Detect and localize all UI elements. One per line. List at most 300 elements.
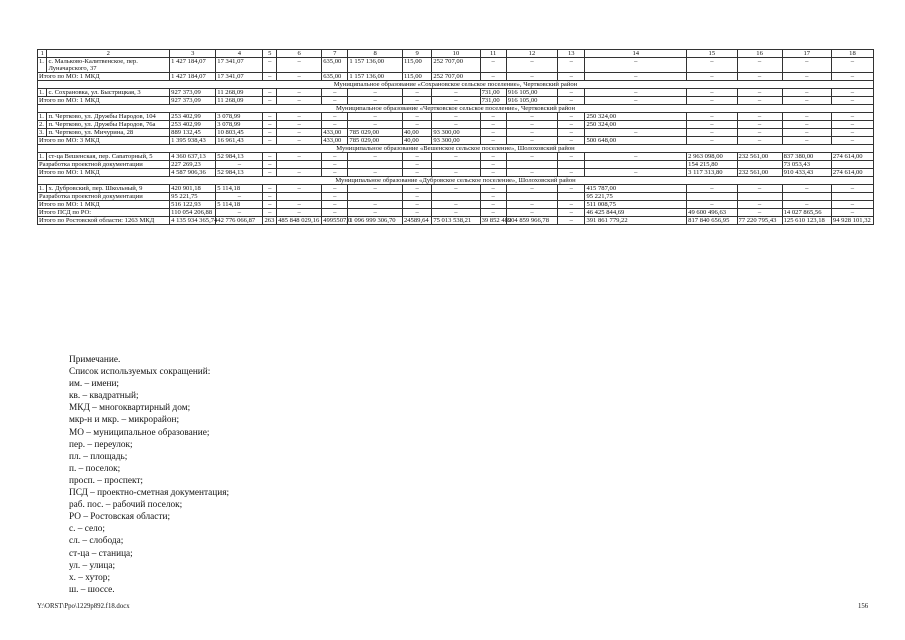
- column-number: 9: [402, 50, 431, 58]
- table-cell: –: [402, 89, 431, 97]
- table-cell: –: [558, 97, 585, 105]
- table-cell: –: [322, 169, 348, 177]
- table-cell: –: [480, 137, 506, 145]
- abbreviation-item: ш. – шоссе.: [69, 584, 115, 595]
- table-cell: –: [277, 73, 322, 81]
- table-cell: 916 105,00: [506, 89, 557, 97]
- table-cell: –: [263, 97, 277, 105]
- table-cell: –: [687, 185, 737, 193]
- table-row: [38, 185, 874, 193]
- table-row: [38, 121, 874, 129]
- column-number: 7: [322, 50, 348, 58]
- table-cell: –: [432, 185, 480, 193]
- table-cell: [432, 193, 480, 201]
- table-cell: 227 269,23: [170, 161, 216, 169]
- table-cell: 11 268,09: [216, 97, 263, 105]
- table-cell: –: [737, 121, 782, 129]
- table-cell: –: [432, 97, 480, 105]
- table-cell: 154 215,80: [687, 161, 737, 169]
- table-cell: –: [322, 97, 348, 105]
- table-cell: 17 341,07: [216, 58, 263, 73]
- table-cell: –: [480, 121, 506, 129]
- table-cell: –: [432, 89, 480, 97]
- table-cell: –: [506, 58, 557, 73]
- table-cell: 635,00: [322, 73, 348, 81]
- table-cell: 115,00: [402, 73, 431, 81]
- table-cell: –: [348, 113, 403, 121]
- column-number: 8: [348, 50, 403, 58]
- table-cell: [277, 193, 322, 201]
- table-cell: –: [216, 209, 263, 217]
- table-cell: –: [277, 58, 322, 73]
- abbreviation-item: пл. – площадь;: [69, 451, 128, 462]
- table-cell: –: [348, 153, 403, 161]
- table-cell: 73 053,43: [782, 161, 831, 169]
- table-cell: –: [263, 201, 277, 209]
- table-cell: –: [402, 169, 431, 177]
- table-cell: –: [277, 185, 322, 193]
- table-cell: 274 614,00: [831, 169, 873, 177]
- abbreviation-item: ул. – улица;: [69, 560, 116, 571]
- table-cell: 4995507,0: [323, 217, 352, 224]
- table-cell: [348, 161, 403, 169]
- table-cell: [277, 161, 322, 169]
- table-cell: –: [585, 169, 687, 177]
- table-cell: –: [558, 73, 585, 81]
- table-cell: 4 135 934 365,74: [171, 217, 218, 224]
- table-cell: –: [277, 129, 322, 137]
- table-cell: –: [432, 121, 480, 129]
- abbreviations-note: [69, 354, 229, 596]
- total-row: [38, 169, 874, 177]
- total-label: Итого по МО: 3 МКД: [38, 137, 170, 145]
- table-cell: –: [506, 129, 557, 137]
- table-cell: 785 029,00: [348, 129, 403, 137]
- table-cell: –: [402, 201, 431, 209]
- total-label: Итого по МО: 1 МКД: [38, 97, 170, 105]
- table-cell: –: [480, 58, 506, 73]
- total-row: [38, 97, 874, 105]
- table-cell: –: [480, 193, 506, 201]
- column-number: 17: [782, 50, 831, 58]
- table-cell: [506, 161, 557, 169]
- table-cell: –: [782, 73, 831, 81]
- table-cell: –: [558, 169, 585, 177]
- abbreviation-item: ПСД – проектно-сметная документация;: [69, 488, 230, 499]
- table-cell: –: [322, 185, 348, 193]
- table-row: [38, 129, 874, 137]
- table-cell: 731,00: [480, 89, 506, 97]
- table-cell: –: [737, 209, 782, 217]
- table-cell: 52 984,13: [216, 169, 263, 177]
- table-cell: –: [480, 169, 506, 177]
- table-cell: 2 963 098,00: [687, 153, 737, 161]
- table-cell: –: [506, 137, 557, 145]
- total-row: [38, 201, 874, 209]
- row-index: 1.: [38, 185, 47, 193]
- table-cell: 40,00: [402, 137, 431, 145]
- table-cell: –: [277, 97, 322, 105]
- table-cell: –: [687, 89, 737, 97]
- row-index: 3.: [38, 129, 47, 137]
- table-cell: –: [480, 113, 506, 121]
- abbreviations-list: [69, 378, 229, 596]
- table-cell: 485 848 029,16: [277, 217, 322, 225]
- address-cell: х. Дубровский, пер. Школьный, 9: [47, 185, 170, 193]
- table-cell: –: [402, 185, 431, 193]
- table-row: [38, 113, 874, 121]
- municipality-name: Муниципальное образование «Дубровское сельское поселение», Шолоховский район: [38, 177, 874, 185]
- table-row: [38, 89, 874, 97]
- table-cell: –: [480, 209, 506, 217]
- table-cell: –: [687, 113, 737, 121]
- table-cell: –: [737, 185, 782, 193]
- table-cell: 785 029,00: [348, 137, 403, 145]
- total-label: Разработка проектной документации: [38, 193, 170, 201]
- table-cell: –: [831, 129, 873, 137]
- table-cell: [558, 193, 585, 201]
- table-cell: –: [263, 73, 277, 81]
- table-cell: 731,00: [480, 97, 506, 105]
- table-cell: –: [480, 153, 506, 161]
- table-cell: 274 614,00: [831, 153, 873, 161]
- column-number: 2: [47, 50, 170, 58]
- address-cell: с. Мальково-Калитвенское, пер. Луначарского, 37: [47, 58, 170, 73]
- table-cell: 5 114,18: [216, 185, 263, 193]
- column-number: 18: [831, 50, 873, 58]
- table-cell: –: [687, 137, 737, 145]
- table-cell: –: [348, 89, 403, 97]
- table-cell: –: [737, 201, 782, 209]
- column-number: 1: [38, 50, 47, 58]
- municipality-header-row: [38, 177, 874, 185]
- table-cell: –: [687, 201, 737, 209]
- table-cell: –: [585, 153, 687, 161]
- table-cell: –: [322, 161, 348, 169]
- table-cell: –: [782, 201, 831, 209]
- table-cell: –: [432, 201, 480, 209]
- table-cell: –: [322, 89, 348, 97]
- column-number: 3: [170, 50, 216, 58]
- table-cell: 49 600 496,63: [687, 209, 737, 217]
- abbreviation-item: МКД – многоквартирный дом;: [69, 403, 191, 414]
- table-cell: –: [348, 185, 403, 193]
- column-number: 10: [432, 50, 480, 58]
- table-cell: –: [216, 193, 263, 201]
- table-cell: 516 122,93: [170, 201, 216, 209]
- table-cell: –: [831, 185, 873, 193]
- table-cell: –: [348, 169, 403, 177]
- table-cell: 5 114,18: [216, 201, 263, 209]
- table-cell: 40,00: [402, 129, 431, 137]
- municipality-header-row: [38, 105, 874, 113]
- table-cell: 927 373,09: [170, 89, 216, 97]
- table-cell: 391 861 779,22: [585, 217, 687, 225]
- municipality-name: Муниципальное образование «Сохрановское сельское поселение», Чертковский район: [38, 81, 874, 89]
- table-cell: 253 402,99: [170, 121, 216, 129]
- column-number: 14: [585, 50, 687, 58]
- table-cell: –: [687, 121, 737, 129]
- table-cell: 263: [263, 217, 277, 225]
- table-cell: –: [506, 153, 557, 161]
- table-cell: –: [831, 113, 873, 121]
- table-cell: –: [480, 73, 506, 81]
- note-title: Примечание.: [69, 355, 121, 365]
- table-cell: –: [432, 153, 480, 161]
- table-cell: –: [277, 201, 322, 209]
- table-cell: –: [585, 58, 687, 73]
- table-cell: 46 425 844,69: [585, 209, 687, 217]
- page-number: 156: [858, 603, 869, 610]
- table-cell: –: [831, 137, 873, 145]
- table-cell: 17 341,07: [216, 73, 263, 81]
- table-cell: 420 901,18: [170, 185, 216, 193]
- table-cell: –: [558, 201, 585, 209]
- abbreviation-item: МО – муниципальное образование;: [69, 427, 210, 438]
- table-cell: –: [585, 97, 687, 105]
- address-cell: ст-ца Вешенская, пер. Сanаторный, 5: [47, 153, 170, 161]
- table-cell: –: [402, 113, 431, 121]
- row-index: 2.: [38, 121, 47, 129]
- table-cell: –: [558, 137, 585, 145]
- address-cell: п. Чертково, ул. Дружбы Народов, 104: [47, 113, 170, 121]
- table-cell: 1 157 136,00: [348, 58, 403, 73]
- table-cell: –: [782, 113, 831, 121]
- column-number: 11: [480, 50, 506, 58]
- row-index: 1.: [38, 153, 47, 161]
- table-cell: –: [348, 121, 403, 129]
- table-cell: –: [831, 121, 873, 129]
- table-cell: –: [782, 121, 831, 129]
- table-cell: 95 221,75: [170, 193, 216, 201]
- table-cell: 252 707,00: [432, 73, 480, 81]
- table-cell: –: [506, 185, 557, 193]
- table-cell: –: [558, 89, 585, 97]
- table-cell: –: [432, 209, 480, 217]
- table-cell: –: [402, 193, 431, 201]
- abbreviations-list-title: Список используемых сокращений:: [69, 367, 211, 378]
- abbreviation-item: пер. – переулок;: [69, 439, 133, 450]
- column-number: 13: [558, 50, 585, 58]
- column-number: 6: [277, 50, 322, 58]
- table-cell: –: [263, 129, 277, 137]
- address-cell: с. Сохрановка, ул. Быстрицкая, 3: [47, 89, 170, 97]
- table-cell: –: [687, 58, 737, 73]
- table-cell: 3 117 313,80: [687, 169, 737, 177]
- table-cell: –: [277, 169, 322, 177]
- address-cell: п. Чертково, ул. Мичурина, 28: [47, 129, 170, 137]
- table-cell: –: [558, 217, 585, 225]
- table-cell: –: [585, 73, 687, 81]
- table-cell: –: [687, 97, 737, 105]
- table-cell: 24589,64: [402, 217, 431, 225]
- table-cell: 93 300,00: [432, 137, 480, 145]
- table-cell: –: [277, 89, 322, 97]
- table-cell: –: [322, 121, 348, 129]
- table-cell: –: [348, 209, 403, 217]
- abbreviation-item: раб. пос. – рабочий поселок;: [69, 500, 183, 511]
- table-cell: –: [782, 58, 831, 73]
- table-cell: –: [737, 137, 782, 145]
- table-cell: –: [737, 97, 782, 105]
- table-cell: –: [348, 97, 403, 105]
- table-cell: 1 096 999 306,70: [348, 217, 403, 225]
- table-cell: 14 027 865,56: [782, 209, 831, 217]
- table-cell: 889 132,45: [170, 129, 216, 137]
- table-cell: 927 373,09: [170, 97, 216, 105]
- table-cell: –: [402, 121, 431, 129]
- table-cell: 916 105,00: [506, 97, 557, 105]
- table-cell: [432, 161, 480, 169]
- table-cell: –: [737, 89, 782, 97]
- table-cell: –: [480, 185, 506, 193]
- table-cell: [831, 161, 873, 169]
- table-cell: –: [432, 169, 480, 177]
- table-cell: –: [263, 121, 277, 129]
- table-cell: [831, 193, 873, 201]
- table-cell: –: [558, 113, 585, 121]
- table-cell: –: [558, 121, 585, 129]
- row-index: 1.: [38, 89, 47, 97]
- table-cell: –: [737, 73, 782, 81]
- table-body: [38, 50, 874, 225]
- table-cell: 1 427 184,07: [170, 73, 216, 81]
- table-cell: 16 961,43: [216, 137, 263, 145]
- table-cell: 1 157 136,00: [348, 73, 403, 81]
- table-row: [38, 58, 874, 73]
- table-cell: –: [782, 185, 831, 193]
- total-label: Итого ПСД по РО:: [38, 209, 170, 217]
- column-number-row: [38, 50, 874, 58]
- table-cell: –: [506, 209, 557, 217]
- table-cell: –: [216, 161, 263, 169]
- table-cell: –: [782, 97, 831, 105]
- table-cell: –: [506, 201, 557, 209]
- table-cell: 77 220 795,43: [737, 217, 782, 225]
- abbreviation-item: им. – имени;: [69, 379, 119, 390]
- table-cell: 93 300,00: [432, 129, 480, 137]
- table-cell: 253 402,99: [170, 113, 216, 121]
- table-cell: –: [831, 89, 873, 97]
- abbreviation-item: сл. – слобода;: [69, 536, 124, 547]
- table-cell: [585, 161, 687, 169]
- table-cell: –: [402, 209, 431, 217]
- table-cell: –: [263, 161, 277, 169]
- table-cell: [737, 193, 782, 201]
- total-row: [38, 217, 874, 225]
- table-cell: 3 078,99: [216, 121, 263, 129]
- table-cell: 250 324,00: [585, 121, 687, 129]
- total-row: [38, 161, 874, 169]
- column-number: 5: [263, 50, 277, 58]
- table-cell: 115,00: [402, 58, 431, 73]
- table-cell: 433,00: [322, 137, 348, 145]
- table-cell: –: [831, 209, 873, 217]
- column-number: 16: [737, 50, 782, 58]
- total-label: Разработка проектной документации: [38, 161, 170, 169]
- table-cell: –: [432, 113, 480, 121]
- table-cell: –: [480, 201, 506, 209]
- total-row: [38, 137, 874, 145]
- table-cell: –: [585, 129, 687, 137]
- table-cell: [737, 161, 782, 169]
- table-cell: –: [558, 58, 585, 73]
- table-cell: [348, 193, 403, 201]
- table-cell: [506, 193, 557, 201]
- table-cell: 252 707,00: [432, 58, 480, 73]
- table-cell: –: [558, 129, 585, 137]
- abbreviation-item: ст-ца – станица;: [69, 548, 133, 559]
- table-cell: –: [558, 185, 585, 193]
- table-cell: –: [263, 185, 277, 193]
- table-cell: –: [322, 201, 348, 209]
- table-cell: –: [277, 113, 322, 121]
- table-cell: –: [263, 153, 277, 161]
- table-cell: –: [402, 161, 431, 169]
- table-cell: 11 268,09: [216, 89, 263, 97]
- table-cell: –: [782, 89, 831, 97]
- table-cell: 511 008,75: [585, 201, 687, 209]
- table-cell: 3 078,99: [216, 113, 263, 121]
- table-cell: –: [831, 73, 873, 81]
- abbreviation-item: просп. – проспект;: [69, 475, 143, 486]
- table-cell: –: [263, 193, 277, 201]
- table-cell: 837 380,00: [782, 153, 831, 161]
- total-row: [38, 193, 874, 201]
- footer-file-path: Y:\ORST\Ppo\1229p892.f18.docx: [37, 603, 130, 610]
- column-number: 15: [687, 50, 737, 58]
- municipality-header-row: [38, 81, 874, 89]
- table-cell: –: [322, 153, 348, 161]
- table-cell: 10 803,45: [216, 129, 263, 137]
- table-cell: –: [263, 137, 277, 145]
- table-cell: –: [277, 137, 322, 145]
- total-label: Итого по Ростовской области: 1263 МКД: [38, 217, 170, 225]
- municipality-name: Муниципальное образование «Чертковское сельское поселение», Чертковский район: [38, 105, 874, 113]
- table-cell: 232 561,00: [737, 169, 782, 177]
- table-cell: 1 427 184,07: [170, 58, 216, 73]
- table-cell: 1 395 938,43: [170, 137, 216, 145]
- address-cell: п. Чертково, ул. Дружбы Народов, 76а: [47, 121, 170, 129]
- table-cell: –: [687, 129, 737, 137]
- table-cell: –: [506, 121, 557, 129]
- table-cell: –: [263, 209, 277, 217]
- table-cell: –: [782, 129, 831, 137]
- table-cell: –: [277, 121, 322, 129]
- table-cell: –: [585, 89, 687, 97]
- table-row: [38, 153, 874, 161]
- table-cell: 817 840 656,95: [687, 217, 737, 225]
- table-cell: 904 859 966,78: [506, 217, 557, 225]
- table-cell: 500 648,00: [585, 137, 687, 145]
- total-row: [38, 209, 874, 217]
- table-cell: 635,00: [322, 58, 348, 73]
- abbreviation-item: мкр-н и мкр. – микрорайон;: [69, 415, 180, 426]
- table-cell: 433,00: [322, 129, 348, 137]
- table-cell: –: [506, 73, 557, 81]
- table-cell: 95 221,75: [585, 193, 687, 201]
- table-cell: –: [737, 58, 782, 73]
- total-label: Итого по МО: 1 МКД: [38, 169, 170, 177]
- table-cell: 110 054 206,88: [170, 209, 216, 217]
- table-cell: –: [402, 97, 431, 105]
- table-cell: [558, 161, 585, 169]
- total-label: Итого по МО: 1 МКД: [38, 201, 170, 209]
- total-label: Итого по МО: 1 МКД: [38, 73, 170, 81]
- abbreviation-item: х. – хутор;: [69, 572, 111, 583]
- table-cell: –: [402, 153, 431, 161]
- row-index: 1.: [38, 58, 47, 73]
